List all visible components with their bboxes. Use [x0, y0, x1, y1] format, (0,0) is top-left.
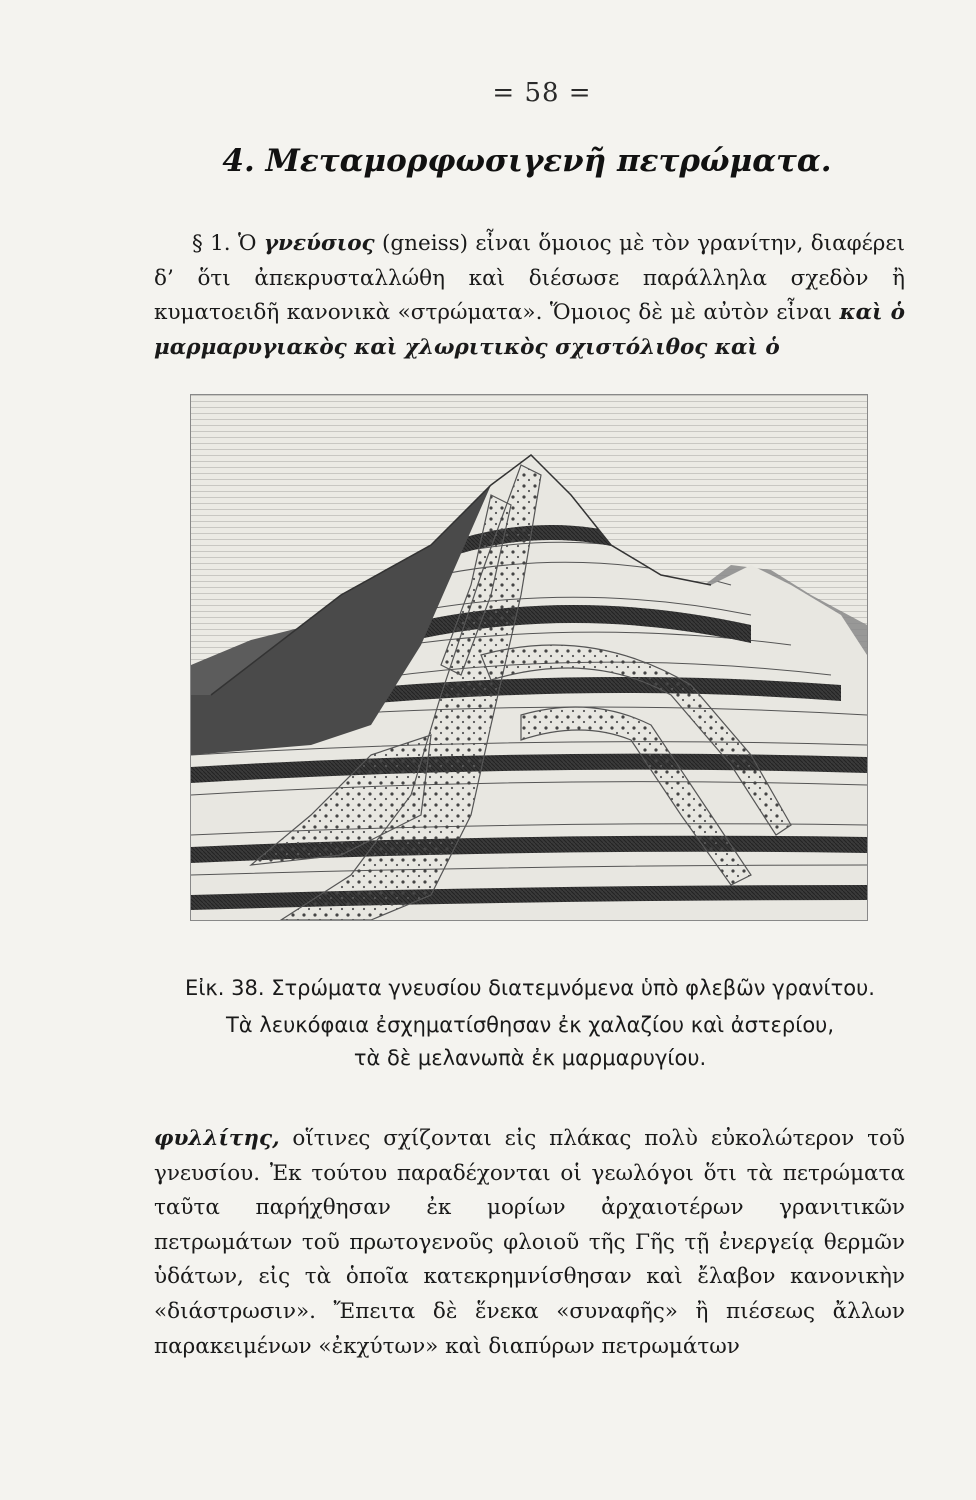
- term-schists: καὶ ὁ μαρμαρυγιακὸς καὶ χλωριτικὸς σχιστόλιθος καὶ ὁ: [154, 300, 905, 360]
- paragraph-gneiss: [154, 227, 905, 365]
- gneiss-engraving: [191, 395, 867, 920]
- figure-caption-line2: Τὰ λευκόφαια ἐσχηματίσθησαν ἐκ χαλαζίου καὶ ἀστερίου,: [225, 1013, 834, 1037]
- page-number: = 58 =: [492, 78, 592, 108]
- figure-gneiss-illustration: [190, 394, 868, 921]
- figure-caption-line1: Εἰκ. 38. Στρώματα γνευσίου διατεμνόμενα ὑπὸ φλεβῶν γρανίτου.: [185, 976, 875, 1000]
- term-gneiss: γνεύσιος: [263, 231, 375, 256]
- figure-caption-line3: τὰ δὲ μελανωπὰ ἐκ μαρμαρυγίου.: [353, 1046, 707, 1070]
- paragraph-text: οἵτινες σχίζονται εἰς πλάκας πολὺ εὐκολώτερον τοῦ γνευσίου. Ἐκ τούτου παραδέχονται οἱ γεωλόγοι ὅτι τὰ πετρώματα ταῦτα παρήχθησαν ἐκ μορίων ἀρχαιοτέρων γρανιτικῶν πετρωμάτων τοῦ πρωτογενοῦς φλοιοῦ τῆς Γῆς τῇ ἐνεργείᾳ θερμῶν ὑδάτων, εἰς τὰ ὁποῖα κατεκρημνίσθησαν καὶ ἔλαβον κανονικὴν «διάστρωσιν». Ἔπειτα δὲ ἕνεκα «συναφῆς» ἢ πιέσεως ἄλλων παρακειμένων «ἐκχύτων» καὶ διαπύρων πετρωμάτων: [154, 1126, 905, 1359]
- section-title: 4. Μεταμορφωσιγενῆ πετρώματα.: [222, 143, 832, 179]
- term-phyllite: φυλλίτης,: [154, 1126, 280, 1151]
- paragraph-intro: § 1. Ὁ: [192, 231, 264, 256]
- paragraph-phyllite: [154, 1122, 905, 1364]
- paragraph-text: (gneiss) εἶναι ὅμοιος μὲ τὸν γρανίτην, διαφέρει δ’ ὅτι ἀπεκρυσταλλώθη καὶ διέσωσε παράλληλα σχεδὸν ἢ κυματοειδῆ κανονικὰ «στρώματα». Ὅμοιος δὲ μὲ αὐτὸν εἶναι: [154, 231, 906, 326]
